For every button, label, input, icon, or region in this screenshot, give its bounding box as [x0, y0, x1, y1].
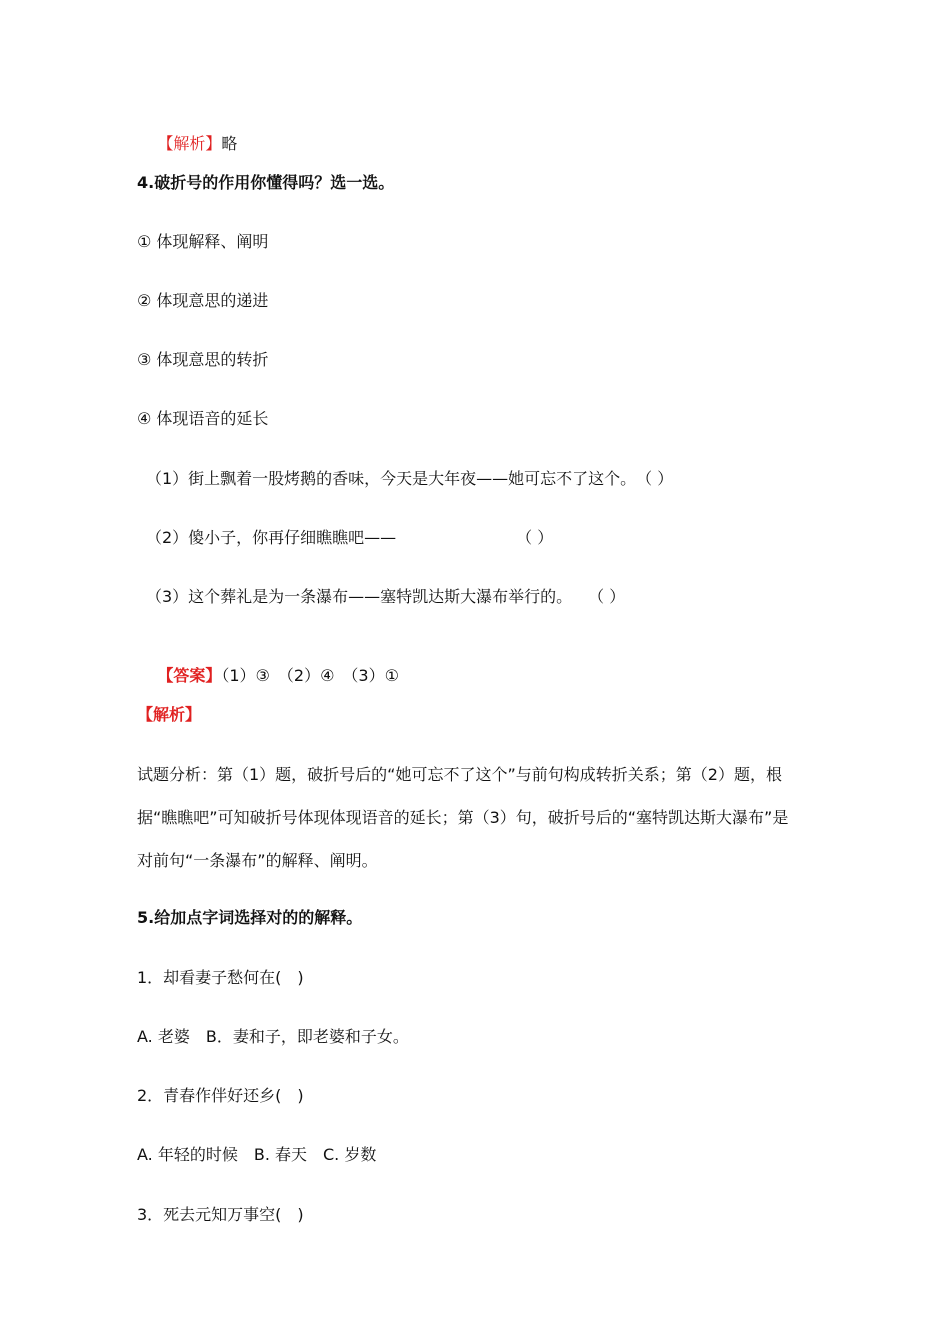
option-4: ④ 体现语音的延长 — [137, 409, 269, 428]
analysis-label: 【解析】 — [157, 134, 222, 153]
analysis-paragraph — [137, 753, 817, 882]
question-4-title: 4.破折号的作用你懂得吗？选一选。 — [137, 173, 395, 192]
analysis-line-2: 据“瞧瞧吧”可知破折号体现体现语音的延长；第（3）句，破折号后的“塞特凯达斯大瀑布”是 — [137, 808, 789, 827]
question-5-title: 5.给加点字词选择对的的解释。 — [137, 908, 363, 927]
option-2: ② 体现意思的递进 — [137, 291, 269, 310]
option-1: ① 体现解释、阐明 — [137, 232, 269, 251]
sub-question-1: 1．却看妻子愁何在( ) — [137, 968, 304, 987]
sub-question-1-choices: A. 老婆 B．妻和子，即老婆和子女。 — [137, 1027, 409, 1046]
answer-text: （1）③ （2）④ （3）① — [221, 666, 399, 685]
prev-analysis-line — [137, 114, 237, 174]
question-item-1: （1）街上飘着一股烤鹅的香味，今天是大年夜——她可忘不了这个。 （ ） — [146, 469, 674, 488]
sub-question-2-choices: A. 年轻的时候 B. 春天 C. 岁数 — [137, 1145, 377, 1164]
analysis-line-3: 对前句“一条瀑布”的解释、阐明。 — [137, 851, 378, 870]
question-item-2: （2）傻小子，你再仔细瞧瞧吧—— （ ） — [146, 528, 554, 547]
option-3: ③ 体现意思的转折 — [137, 350, 269, 369]
sub-question-3: 3．死去元知万事空( ) — [137, 1205, 304, 1224]
sub-question-2: 2．青春作伴好还乡( ) — [137, 1086, 304, 1105]
analysis-line-1: 试题分析：第（1）题，破折号后的“她可忘不了这个”与前句构成转折关系；第（2）题，根 — [137, 765, 782, 784]
answer-label: 【答案】 — [157, 666, 222, 685]
analysis-text: 略 — [221, 134, 238, 153]
answer-line — [137, 646, 399, 706]
analysis-label: 【解析】 — [137, 705, 202, 724]
question-item-3: （3）这个葬礼是为一条瀑布——塞特凯达斯大瀑布举行的。 （ ） — [146, 587, 626, 606]
